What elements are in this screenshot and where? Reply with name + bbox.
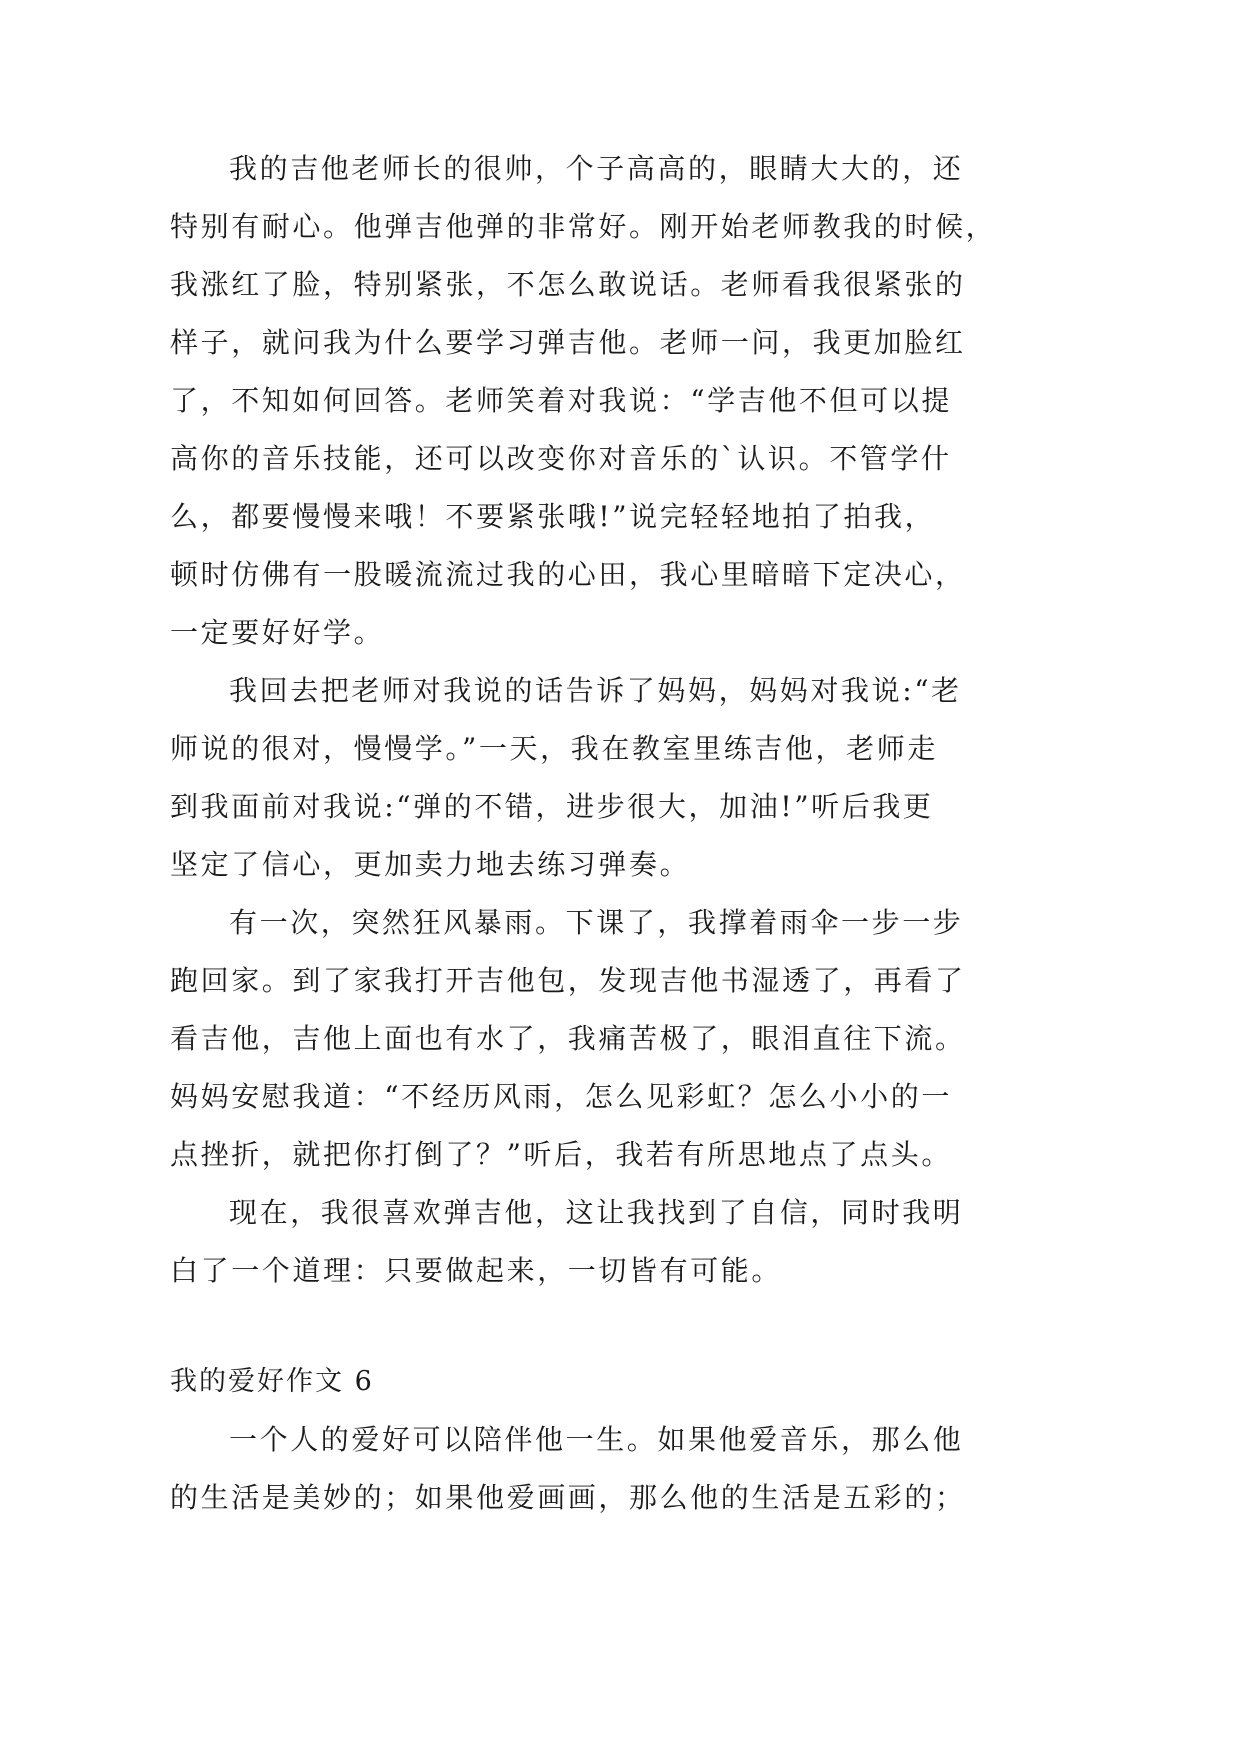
text-line: 有一次，突然狂风暴雨。下课了，我撑着雨伞一步一步 (229, 906, 964, 939)
text-line: 的生活是美妙的；如果他爱画画，那么他的生活是五彩的； (170, 1481, 966, 1514)
text-line: 坚定了信心，更加卖力地去练习弹奏。 (170, 848, 691, 881)
paragraph-mom (170, 662, 960, 894)
text-line: 我回去把老师对我说的话告诉了妈妈，妈妈对我说:“老 (229, 674, 962, 707)
text-line: 了，不知如何回答。老师笑着对我说：“学吉他不但可以提 (170, 384, 952, 417)
text-line: 么，都要慢慢来哦！不要紧张哦!”说完轻轻地拍了拍我， (170, 500, 936, 533)
paragraph-rain (170, 894, 966, 1184)
text-line: 妈妈安慰我道：“不经历风雨，怎么见彩虹？怎么小小的一 (170, 1080, 952, 1113)
text-line: 我涨红了脸，特别紧张，不怎么敢说话。老师看我很紧张的 (170, 268, 966, 301)
document-page (170, 140, 997, 1527)
text-line: 白了一个道理：只要做起来，一切皆有可能。 (170, 1254, 783, 1287)
essay-heading: 我的爱好作文 6 (170, 1366, 374, 1397)
text-line: 现在，我很喜欢弹吉他，这让我找到了自信，同时我明 (229, 1196, 964, 1229)
paragraph-teacher (170, 140, 997, 662)
text-line: 点挫折，就把你打倒了？”听后，我若有所思地点了点头。 (170, 1138, 952, 1171)
section-gap (170, 1300, 960, 1353)
text-line: 特别有耐心。他弹吉他弹的非常好。刚开始老师教我的时候， (170, 210, 997, 243)
text-line: 一定要好好学。 (170, 616, 385, 649)
text-line: 到我面前对我说:“弹的不错，进步很大，加油!”听后我更 (170, 790, 934, 823)
text-line: 高你的音乐技能，还可以改变你对音乐的`认识。不管学什 (170, 442, 952, 475)
paragraph-conclusion (170, 1184, 964, 1300)
text-line: 跑回家。到了家我打开吉他包，发现吉他书湿透了，再看了 (170, 964, 966, 997)
text-line: 师说的很对，慢慢学。”一天，我在教室里练吉他，老师走 (170, 732, 938, 765)
text-line: 顿时仿佛有一股暖流流过我的心田，我心里暗暗下定决心， (170, 558, 966, 591)
text-line: 看吉他，吉他上面也有水了，我痛苦极了，眼泪直往下流。 (170, 1022, 966, 1055)
text-line: 一个人的爱好可以陪伴他一生。如果他爱音乐，那么他 (229, 1423, 964, 1456)
paragraph-hobby (170, 1411, 966, 1527)
text-line: 我的吉他老师长的很帅，个子高高的，眼睛大大的，还 (229, 152, 964, 185)
text-line: 样子，就问我为什么要学习弹吉他。老师一问，我更加脸红 (170, 326, 966, 359)
